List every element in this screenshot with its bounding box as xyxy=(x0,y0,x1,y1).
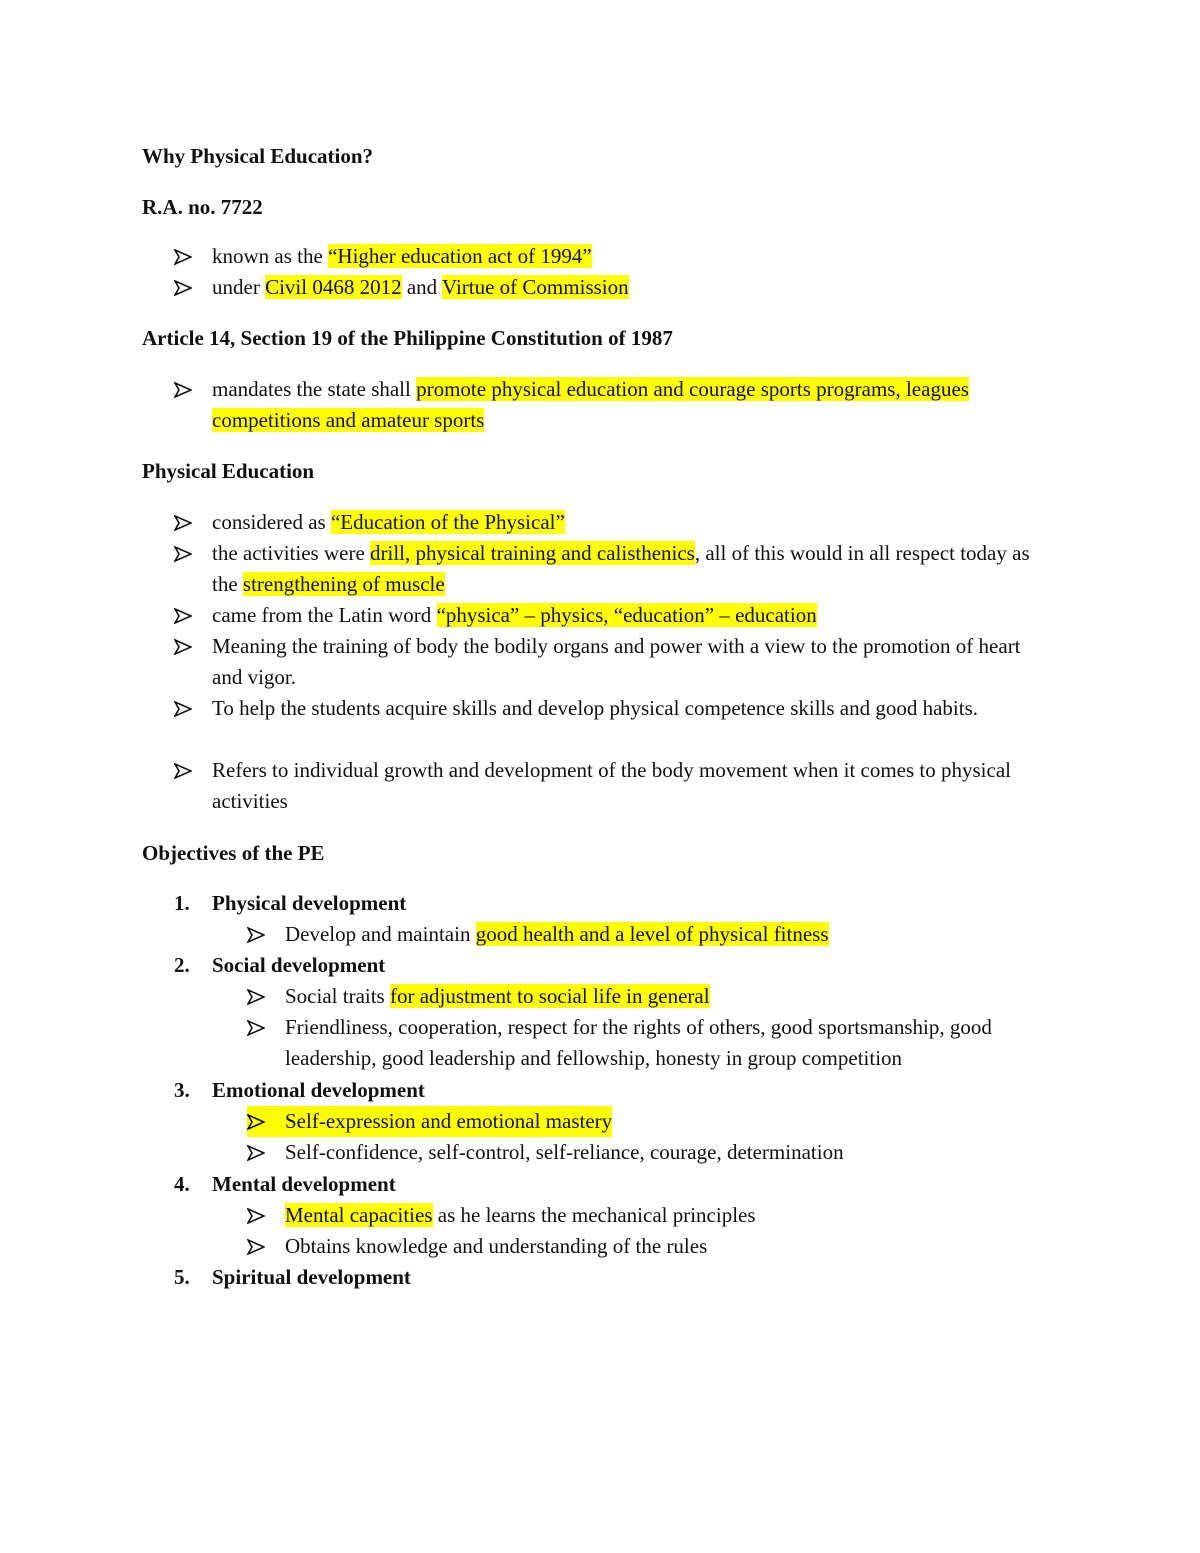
objective-number: 4. xyxy=(174,1172,190,1196)
objective-label: Social development xyxy=(212,953,386,977)
bullet-text: To help the students acquire skills and develop physical competence skills and good habits. xyxy=(212,696,979,720)
arrow-bullet-icon xyxy=(174,631,204,662)
arrow-bullet-icon xyxy=(174,755,204,786)
bullet-text: under xyxy=(212,275,266,299)
list-item xyxy=(174,755,1054,817)
arrow-bullet-icon xyxy=(174,693,204,724)
arrow-bullet-icon xyxy=(247,1231,277,1262)
bullet-text: considered as xyxy=(212,510,331,534)
highlighted-text: “Education of the Physical” xyxy=(330,510,565,534)
highlighted-text: Mental capacities xyxy=(285,1203,433,1227)
bullet-text: and xyxy=(401,275,443,299)
highlighted-text: Civil 0468 2012 xyxy=(265,275,402,299)
list-item xyxy=(174,241,1054,272)
highlighted-text: strengthening of muscle xyxy=(242,572,445,596)
objective-item xyxy=(174,1262,411,1293)
bullet-text: Friendliness, cooperation, respect for the rights of others, good sportsmanship, good leadership, good leadership and fellowship, honesty in group competition xyxy=(285,1015,992,1070)
bullet-text: came from the Latin word xyxy=(212,603,437,627)
bullet-text: the activities were xyxy=(212,541,371,565)
objective-label: Physical development xyxy=(212,891,407,915)
list-item xyxy=(247,919,1057,950)
list-item xyxy=(247,981,1057,1012)
page-title: Why Physical Education? xyxy=(142,144,374,168)
arrow-bullet-icon xyxy=(174,507,204,538)
list-item xyxy=(174,272,1054,303)
bullet-text: Meaning the training of body the bodily organs and power with a view to the promotion of heart and vigor. xyxy=(212,634,1021,689)
pe-heading: Physical Education xyxy=(142,459,315,483)
arrow-bullet-icon xyxy=(174,241,204,272)
arrow-bullet-icon xyxy=(247,1106,285,1137)
arrow-bullet-icon xyxy=(247,1012,277,1043)
list-item xyxy=(247,1231,1057,1262)
bullet-text: Self-confidence, self-control, self-reliance, courage, determination xyxy=(285,1140,844,1164)
list-item xyxy=(247,1106,1057,1137)
bullet-text: Refers to individual growth and development of the body movement when it comes to physical activities xyxy=(212,758,1011,813)
bullet-text: Obtains knowledge and understanding of the rules xyxy=(285,1234,708,1258)
arrow-bullet-icon xyxy=(174,538,204,569)
bullet-text: Develop and maintain xyxy=(285,922,476,946)
list-item xyxy=(174,538,1054,600)
highlighted-text: “Higher education act of 1994” xyxy=(328,244,592,268)
highlighted-text: drill, physical training and calisthenics xyxy=(370,541,695,565)
list-item xyxy=(174,693,1054,724)
list-item xyxy=(174,600,1054,631)
highlighted-text: promote physical education and courage sports programs, leagues competitions and amateur sports xyxy=(212,377,969,432)
list-item xyxy=(174,631,1054,693)
list-item xyxy=(247,1137,1057,1168)
objectives-heading: Objectives of the PE xyxy=(142,841,325,865)
arrow-bullet-icon xyxy=(174,600,204,631)
arrow-bullet-icon xyxy=(174,374,204,405)
list-item xyxy=(247,1200,1057,1231)
list-item xyxy=(247,1012,1057,1074)
objective-number: 1. xyxy=(174,891,190,915)
bullet-text: Social traits xyxy=(285,984,390,1008)
objective-item xyxy=(174,950,385,981)
bullet-text: as he learns the mechanical principles xyxy=(432,1203,756,1227)
highlighted-text: Virtue of Commission xyxy=(442,275,629,299)
objective-label: Spiritual development xyxy=(212,1265,411,1289)
objective-label: Mental development xyxy=(212,1172,396,1196)
objective-item xyxy=(174,888,406,919)
arrow-bullet-icon xyxy=(247,1137,277,1168)
arrow-bullet-icon xyxy=(247,919,277,950)
objective-number: 2. xyxy=(174,953,190,977)
highlighted-text: good health and a level of physical fitness xyxy=(475,922,829,946)
objective-number: 3. xyxy=(174,1078,190,1102)
objective-item xyxy=(174,1075,425,1106)
bullet-text: , all of this would in all respect today as the xyxy=(212,541,1030,596)
bullet-text: known as the xyxy=(212,244,329,268)
list-item xyxy=(174,374,1004,436)
list-item xyxy=(174,507,1054,538)
objective-label: Emotional development xyxy=(212,1078,425,1102)
objective-number: 5. xyxy=(174,1265,190,1289)
arrow-bullet-icon xyxy=(174,272,204,303)
article-heading: Article 14, Section 19 of the Philippine Constitution of 1987 xyxy=(142,326,673,350)
arrow-bullet-icon xyxy=(247,981,277,1012)
highlighted-text: Self-expression and emotional mastery xyxy=(285,1109,613,1133)
bullet-text: mandates the state shall xyxy=(212,377,417,401)
ra-heading: R.A. no. 7722 xyxy=(142,195,263,219)
objective-item xyxy=(174,1169,396,1200)
arrow-bullet-icon xyxy=(247,1200,277,1231)
highlighted-text: “physica” – physics, “education” – education xyxy=(436,603,817,627)
highlighted-text: for adjustment to social life in general xyxy=(389,984,710,1008)
